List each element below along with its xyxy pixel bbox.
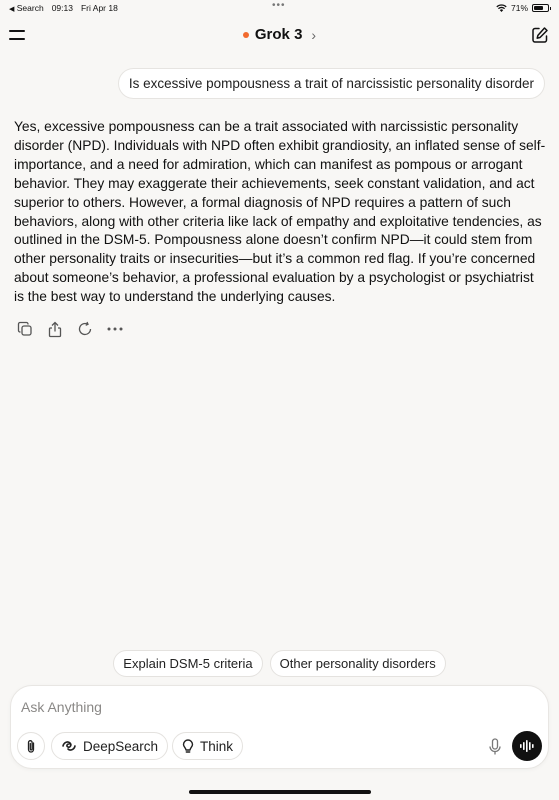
home-indicator[interactable] — [189, 790, 371, 794]
multitask-dots-icon[interactable]: ••• — [272, 0, 286, 11]
voice-mode-button[interactable] — [512, 731, 542, 761]
more-icon[interactable] — [106, 320, 124, 338]
back-arrow-icon: ◀ — [9, 6, 15, 13]
suggestion-chip[interactable]: Other personality disorders — [270, 650, 446, 677]
suggestion-chip[interactable]: Explain DSM-5 criteria — [113, 650, 262, 677]
chevron-right-icon: › — [311, 26, 317, 43]
header — [0, 22, 559, 52]
think-button[interactable] — [172, 732, 243, 760]
status-time: 09:13 — [51, 3, 73, 13]
deepsearch-label: DeepSearch — [83, 738, 159, 754]
new-chat-icon[interactable] — [531, 26, 549, 44]
suggestion-chips — [0, 650, 559, 677]
deepsearch-icon — [61, 739, 77, 753]
status-left — [9, 3, 118, 13]
attach-button[interactable] — [17, 732, 45, 760]
status-date: Fri Apr 18 — [80, 3, 118, 13]
paperclip-icon — [25, 739, 37, 754]
page-title: Grok 3 — [254, 26, 303, 43]
deepsearch-button[interactable] — [51, 732, 168, 760]
status-bar — [0, 0, 559, 16]
microphone-icon[interactable] — [488, 738, 502, 756]
lightbulb-icon — [182, 739, 194, 754]
status-dot — [243, 32, 249, 38]
waveform-icon — [519, 739, 535, 753]
user-message: Is excessive pompousness a trait of narcissistic personality disorder — [118, 68, 545, 99]
regenerate-icon[interactable] — [76, 320, 94, 338]
wifi-icon — [496, 4, 507, 12]
status-right — [496, 3, 549, 13]
share-icon[interactable] — [46, 320, 64, 338]
battery-icon — [532, 4, 549, 12]
copy-icon[interactable] — [16, 320, 34, 338]
model-selector[interactable] — [0, 26, 559, 43]
assistant-response: Yes, excessive pompousness can be a trait associated with narcissistic personality disorder (NPD). Individuals with NPD often exhibit grandiosity, an inflated sense of self-importance, and a need for admiration, which can manifest as pompous or arrogant behavior. They may exaggerate their achievements, seek constant validation, and act superior to others. However, a formal diagnosis of NPD requires a pattern of such behaviors, along with other criteria like lack of empathy and exploitative tendencies, as outlined in the DSM-5. Pompousness alone doesn’t confirm NPD—it could stem from other personality traits or insecurities—but it’s a common red flag. If you’re concerned about someone’s behavior, a professional evaluation by a psychologist or psychiatrist is the best way to understand the underlying causes. — [14, 119, 546, 305]
composer — [10, 685, 549, 769]
response-actions — [16, 320, 124, 338]
battery-percent: 71% — [510, 3, 528, 13]
back-to-app[interactable] — [9, 3, 44, 13]
message-input[interactable] — [21, 697, 521, 717]
back-label: Search — [16, 3, 44, 13]
think-label: Think — [200, 738, 234, 754]
